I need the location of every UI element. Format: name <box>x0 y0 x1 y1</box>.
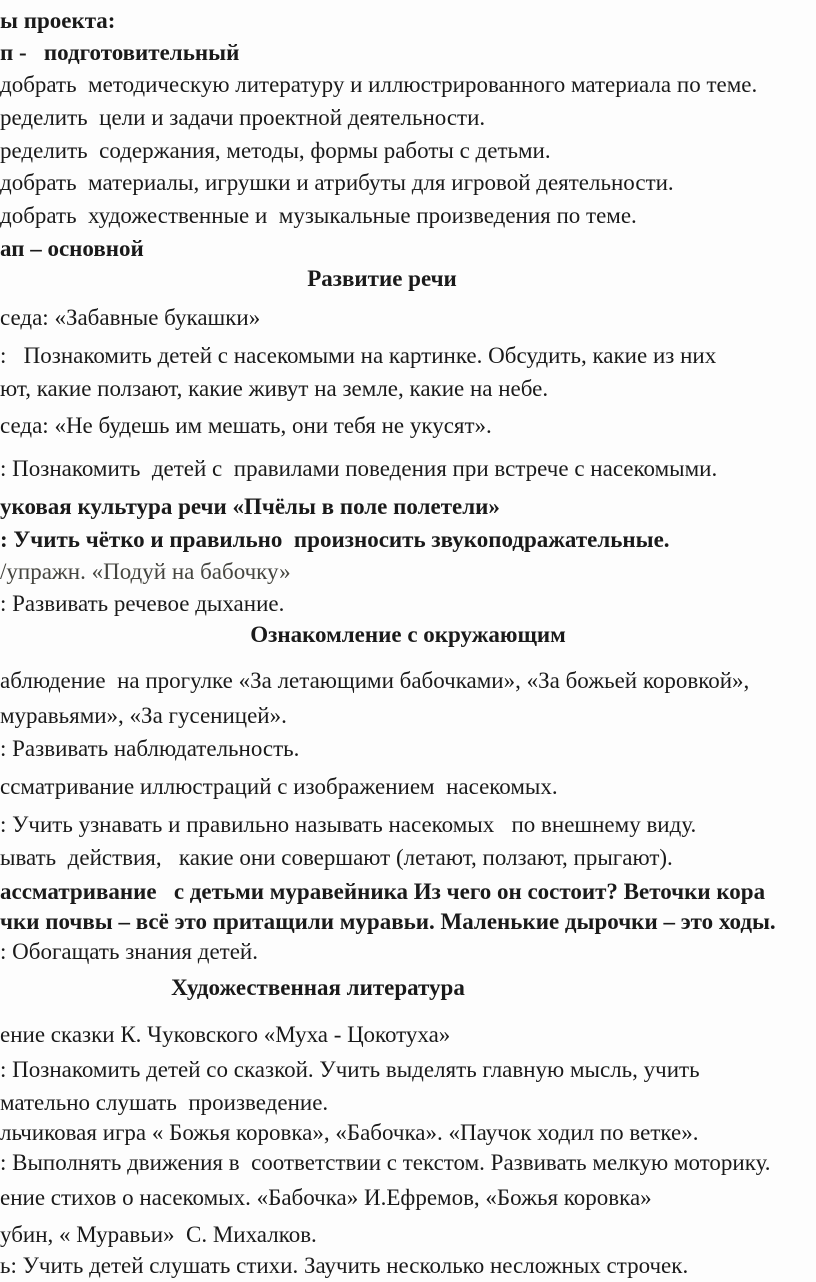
text-line: : Учить чётко и правильно произносить звукоподражательные. <box>0 527 670 552</box>
text-line: чки почвы – всё это притащили муравьи. Маленькие дырочки – это ходы. <box>0 909 776 934</box>
text-line: добрать художественные и музыкальные произведения по теме. <box>0 203 637 228</box>
text-line: ывать действия, какие они совершают (летают, ползают, прыгают). <box>0 845 673 870</box>
text-line: муравьями», «За гусеницей». <box>0 703 287 728</box>
section-heading: Художественная литература <box>171 975 465 1000</box>
section-heading: Ознакомление с окружающим <box>250 622 566 647</box>
text-line: добрать материалы, игрушки и атрибуты для игровой деятельности. <box>0 170 674 195</box>
text-line: мательно слушать произведение. <box>0 1090 329 1115</box>
text-line: : Развивать речевое дыхание. <box>0 591 285 616</box>
text-line: ап – основной <box>0 236 144 261</box>
text-line: ссматривание иллюстраций с изображением насекомых. <box>0 774 558 799</box>
text-line: ределить содержания, методы, формы работы с детьми. <box>0 138 551 163</box>
text-line: седа: «Забавные букашки» <box>0 305 261 330</box>
text-line: : Обогащать знания детей. <box>0 939 258 964</box>
text-line: : Познакомить детей с правилами поведения при встрече с насекомыми. <box>0 456 718 481</box>
text-line: седа: «Не будешь им мешать, они тебя не укусят». <box>0 413 492 438</box>
text-line: ение сказки К. Чуковского «Муха - Цокотуха» <box>0 1022 451 1047</box>
text-line: аблюдение на прогулке «За летающими бабочками», «За божьей коровкой», <box>0 668 750 693</box>
text-line: добрать методическую литературу и иллюстрированного материала по теме. <box>0 72 758 97</box>
text-line: : Учить узнавать и правильно называть насекомых по внешнему виду. <box>0 812 697 837</box>
text-line: льчиковая игра « Божья коровка», «Бабочка». «Паучок ходил по ветке». <box>0 1120 699 1145</box>
text-line: п - подготовительный <box>0 40 240 65</box>
text-line: ассматривание с детьми муравейника Из чего он состоит? Веточки кора <box>0 879 766 904</box>
text-line: ют, какие ползают, какие живут на земле, какие на небе. <box>0 376 549 401</box>
text-line: ы проекта: <box>0 8 116 33</box>
text-line: : Развивать наблюдательность. <box>0 736 300 761</box>
text-line: /упражн. «Подуй на бабочку» <box>0 559 291 584</box>
section-heading: Развитие речи <box>307 266 457 291</box>
text-line: : Выполнять движения в соответствии с текстом. Развивать мелкую моторику. <box>0 1150 771 1175</box>
text-line: ь: Учить детей слушать стихи. Заучить несколько несложных строчек. <box>0 1253 689 1278</box>
text-line: : Познакомить детей с насекомыми на картинке. Обсудить, какие из них <box>0 343 717 368</box>
text-line: уковая культура речи «Пчёлы в поле полетели» <box>0 494 500 519</box>
text-line: : Познакомить детей со сказкой. Учить выделять главную мысль, учить <box>0 1057 700 1082</box>
text-line: ение стихов о насекомых. «Бабочка» И.Ефремов, «Божья коровка» <box>0 1185 652 1210</box>
text-line: ределить цели и задачи проектной деятельности. <box>0 105 486 130</box>
text-line: убин, « Муравьи» С. Михалков. <box>0 1222 317 1247</box>
